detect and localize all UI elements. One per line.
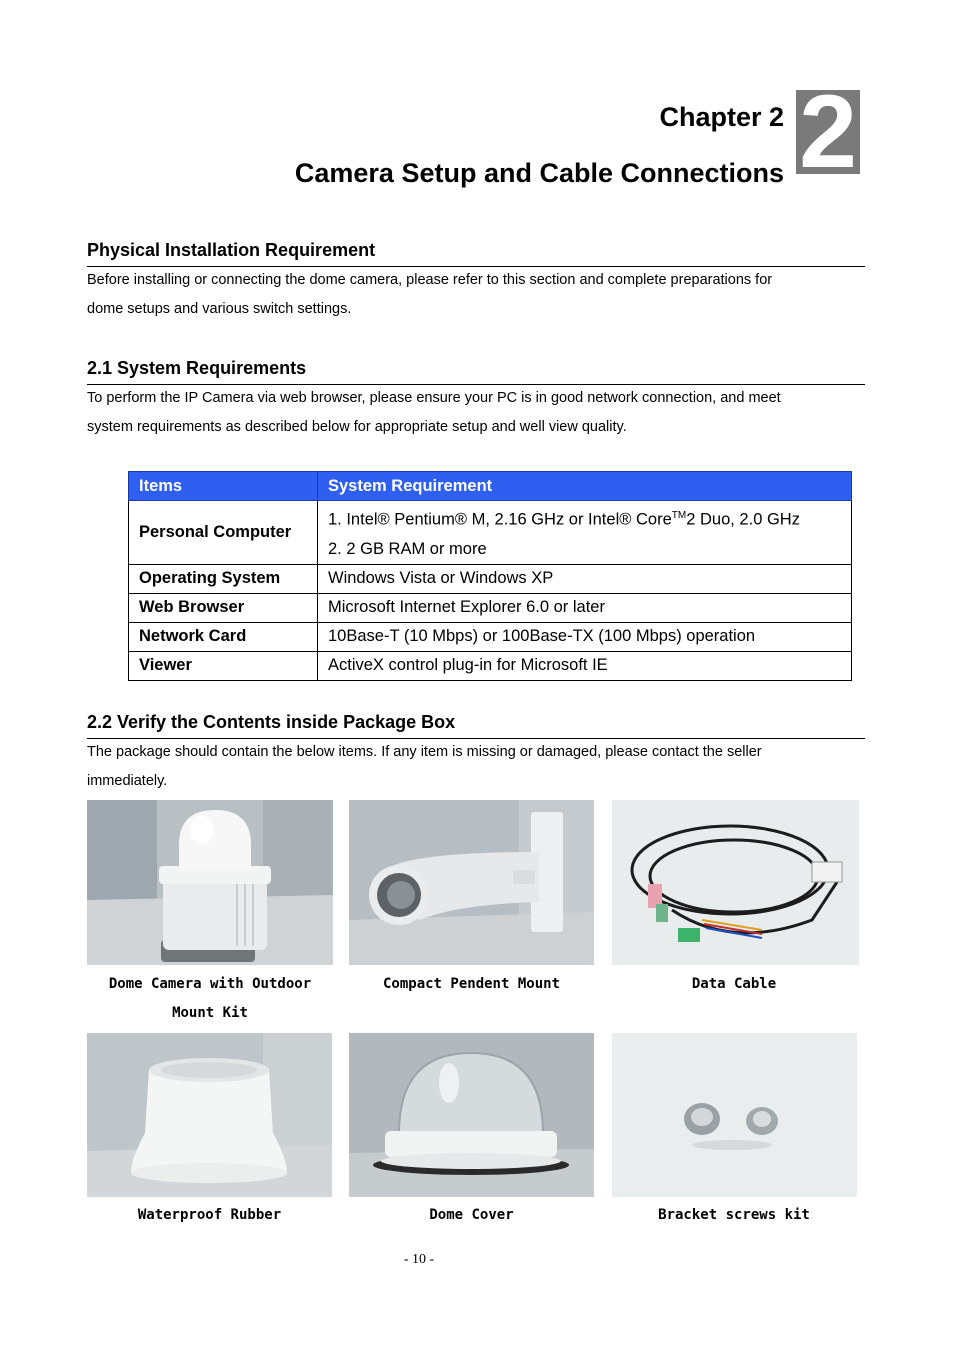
caption-line: Dome Camera with Outdoor: [108, 976, 312, 992]
system-text-line1: To perform the IP Camera via web browser, please ensure your PC is in good network connection, and meet: [87, 390, 781, 406]
table-row: [129, 651, 852, 680]
data-cable-photo: [612, 800, 859, 965]
table-row: [129, 622, 852, 651]
package-text-line1: The package should contain the below items. If any item is missing or damaged, please contact the seller: [87, 744, 762, 760]
pc-cpu-text: Core: [631, 510, 672, 529]
table-cell-item: Viewer: [129, 651, 318, 680]
package-contents-text: [87, 738, 877, 796]
physical-text-line2: dome setups and various switch settings.: [87, 301, 352, 317]
pc-cpu-text: Pentium: [389, 510, 455, 529]
registered-mark: ®: [377, 510, 390, 529]
caption-waterproof-rubber: Waterproof Rubber: [137, 1207, 282, 1223]
system-requirements-table: [128, 471, 852, 681]
pc-cpu-text: 1. Intel: [328, 510, 378, 529]
pendent-mount-photo: [349, 800, 594, 965]
chapter-label: Chapter 2: [659, 102, 784, 132]
table-cell-value: Windows Vista or Windows XP: [318, 564, 852, 593]
system-text-line2: system requirements as described below for appropriate setup and well view quality.: [87, 419, 627, 435]
table-row: [129, 593, 852, 622]
registered-mark: ®: [619, 510, 632, 529]
table-cell-value: Microsoft Internet Explorer 6.0 or later: [318, 593, 852, 622]
package-text-line2: immediately.: [87, 773, 168, 789]
chapter-number-badge: 2: [796, 90, 860, 174]
caption-pendent-mount: Compact Pendent Mount: [382, 976, 560, 992]
pc-requirement-line2: 2. 2 GB RAM or more: [328, 539, 487, 558]
pc-cpu-text: 2 Duo, 2.0 GHz: [686, 510, 800, 529]
physical-installation-text: [87, 266, 877, 324]
system-requirements-heading: 2.1 System Requirements: [87, 358, 865, 385]
dome-cover-photo: [349, 1033, 594, 1197]
trademark-mark: TM: [671, 510, 687, 521]
table-cell-item: Personal Computer: [129, 501, 318, 565]
waterproof-rubber-photo: [87, 1033, 332, 1197]
physical-text-line1: Before installing or connecting the dome camera, please refer to this section and complete preparations for: [87, 272, 773, 288]
registered-mark: ®: [454, 510, 468, 529]
table-header-row: [129, 472, 852, 501]
table-row: [129, 501, 852, 565]
table-cell-value: [318, 501, 852, 565]
table-cell-item: Operating System: [129, 564, 318, 593]
physical-installation-heading: Physical Installation Requirement: [87, 240, 865, 267]
caption-bracket-screws: Bracket screws kit: [658, 1207, 810, 1223]
bracket-screws-photo: [612, 1033, 857, 1197]
table-cell-item: Network Card: [129, 622, 318, 651]
package-contents-heading: 2.2 Verify the Contents inside Package Box: [87, 712, 865, 739]
page-number: - 10 -: [403, 1252, 435, 1267]
table-header-requirement: System Requirement: [318, 472, 852, 501]
caption-line: Mount Kit: [172, 1005, 248, 1021]
table-cell-value: ActiveX control plug-in for Microsoft IE: [318, 651, 852, 680]
table-cell-item: Web Browser: [129, 593, 318, 622]
pc-requirement-line1: [328, 501, 841, 535]
caption-dome-cover: Dome Cover: [429, 1207, 514, 1223]
caption-data-cable: Data Cable: [691, 976, 777, 992]
dome-camera-photo: [87, 800, 333, 965]
table-header-items: Items: [129, 472, 318, 501]
caption-dome-camera: [87, 970, 333, 1028]
chapter-title: Camera Setup and Cable Connections: [294, 158, 784, 188]
table-row: [129, 564, 852, 593]
pc-cpu-text: M, 2.16 GHz or Intel: [467, 510, 620, 529]
system-requirements-text: [87, 384, 877, 442]
table-cell-value: 10Base-T (10 Mbps) or 100Base-TX (100 Mbps) operation: [318, 622, 852, 651]
